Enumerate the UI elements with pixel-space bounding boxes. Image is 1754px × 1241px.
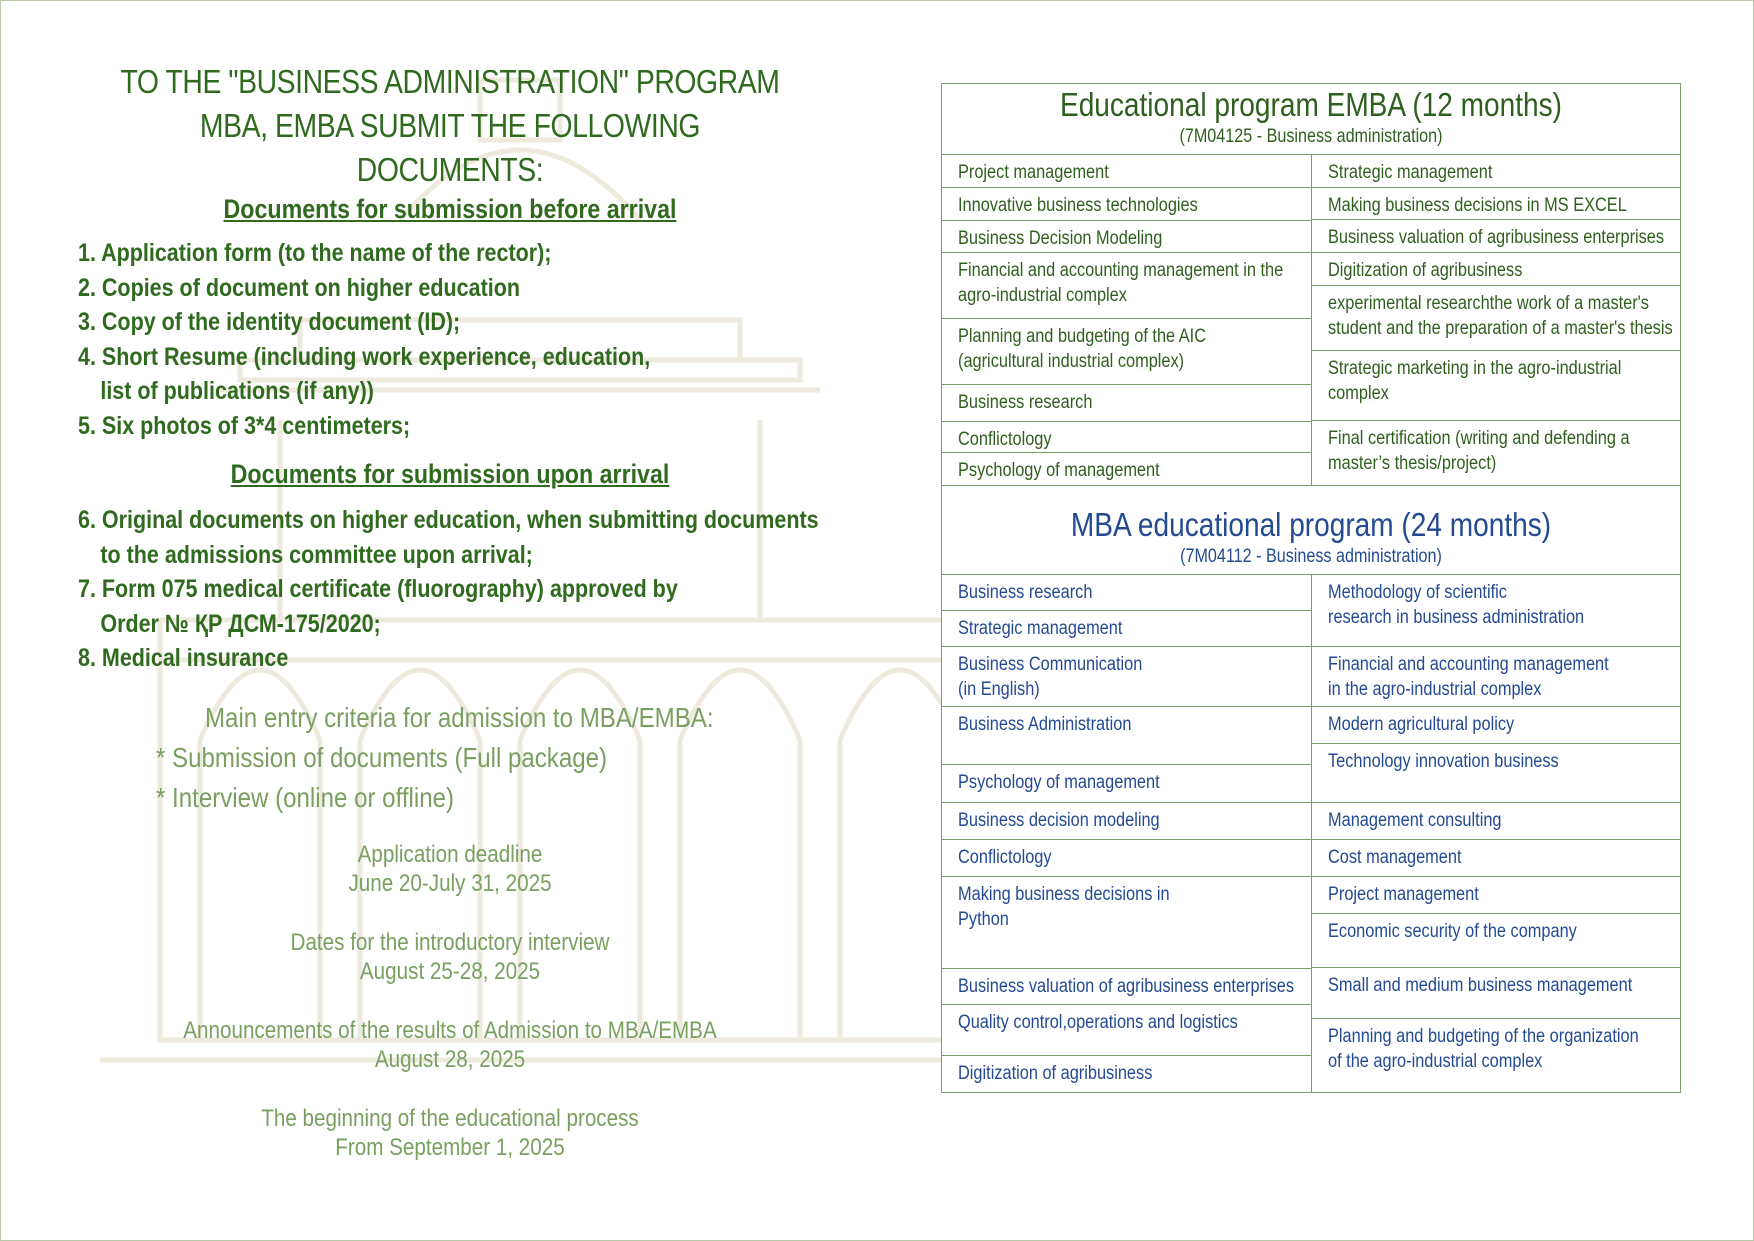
- course-name: Technology innovation business: [1328, 751, 1559, 772]
- list-item: 2. Copies of document on higher education: [78, 273, 520, 302]
- upon-arrival-list: [60, 503, 840, 676]
- deadline-value: June 20-July 31, 2025: [348, 869, 552, 897]
- course-cell: [1312, 575, 1681, 647]
- course-name: of the agro-industrial complex: [1328, 1051, 1543, 1072]
- mba-title: MBA educational program (24 months): [1070, 506, 1552, 543]
- course-cell: [1312, 707, 1681, 744]
- course-cell: [942, 385, 1311, 422]
- course-cell: [1312, 1019, 1681, 1092]
- start-label: The beginning of the educational process: [261, 1104, 639, 1132]
- before-arrival-title: Documents for submission before arrival: [223, 194, 677, 224]
- start-value: From September 1, 2025: [335, 1133, 565, 1161]
- course-cell: [942, 221, 1311, 253]
- course-name: Quality control,operations and logistics: [958, 1012, 1238, 1033]
- main-heading: [115, 60, 786, 192]
- course-name: experimental researchthe work of a master's: [1328, 293, 1649, 314]
- course-name: (in English): [958, 679, 1040, 700]
- course-cell: [1312, 914, 1681, 968]
- course-name: agro-industrial complex: [958, 285, 1127, 306]
- list-item: 3. Copy of the identity document (ID);: [78, 308, 461, 336]
- list-item: 1. Application form (to the name of the rector);: [78, 239, 552, 267]
- course-name: Project management: [958, 162, 1109, 183]
- course-cell: [942, 1005, 1311, 1056]
- course-name: complex: [1328, 383, 1389, 404]
- course-cell: [1312, 188, 1681, 220]
- course-name: Financial and accounting management: [1328, 654, 1609, 675]
- interview-value: August 25-28, 2025: [359, 957, 541, 985]
- list-item: [78, 538, 733, 573]
- course-name: Business Communication: [958, 654, 1143, 675]
- course-name: Digitization of agribusiness: [958, 1063, 1153, 1084]
- course-cell: [1312, 286, 1681, 351]
- course-name: Conflictology: [958, 429, 1052, 450]
- criteria-title: Main entry criteria for admission to MBA/EMBA:: [205, 701, 714, 733]
- course-name: Strategic management: [958, 618, 1123, 639]
- course-name: Business research: [958, 392, 1093, 413]
- list-item: 4. Short Resume (including work experience, education,: [78, 342, 651, 371]
- criteria-item: * Submission of documents (Full package): [156, 741, 608, 773]
- course-name: Financial and accounting management in the: [958, 260, 1284, 281]
- mba-header: [942, 485, 1680, 575]
- course-name: in the agro-industrial complex: [1328, 679, 1542, 700]
- course-name: Making business decisions in MS EXCEL: [1328, 195, 1627, 216]
- heading-line-1: TO THE "BUSINESS ADMINISTRATION" PROGRAM: [120, 63, 780, 100]
- course-name: master’s thesis/project): [1328, 453, 1497, 474]
- emba-code: (7M04125 - Business administration): [1179, 126, 1443, 147]
- course-name: student and the preparation of a master's thesis: [1328, 318, 1673, 339]
- course-name: Planning and budgeting of the AIC: [958, 326, 1207, 347]
- list-item: 5. Six photos of 3*4 centimeters;: [78, 411, 411, 440]
- interview-label: Dates for the introductory interview: [290, 928, 610, 956]
- list-item-continuation: to the admissions committee upon arrival;: [100, 540, 533, 569]
- course-name: Psychology of management: [958, 772, 1160, 793]
- emba-left-column: [942, 155, 1312, 485]
- list-item: 8. Medical insurance: [78, 644, 289, 672]
- course-cell: [942, 840, 1311, 877]
- course-name: Economic security of the company: [1328, 921, 1577, 942]
- course-name: Strategic management: [1328, 162, 1493, 183]
- course-cell: [1312, 968, 1681, 1019]
- course-name: Project management: [1328, 884, 1479, 905]
- course-name: Business decision modeling: [958, 810, 1160, 831]
- course-name: Methodology of scientific: [1328, 582, 1507, 603]
- results-label: Announcements of the results of Admission to MBA/EMBA: [183, 1016, 717, 1044]
- course-cell: [1312, 647, 1681, 707]
- course-name: Final certification (writing and defending a: [1328, 428, 1630, 449]
- course-cell: [942, 877, 1311, 969]
- mba-course-table: [942, 575, 1680, 1092]
- course-cell: [942, 575, 1311, 611]
- course-name: Digitization of agribusiness: [1328, 260, 1523, 281]
- list-item: [78, 374, 733, 409]
- course-cell: [942, 453, 1311, 485]
- list-item-continuation: list of publications (if any)): [100, 377, 374, 405]
- list-item: 6. Original documents on higher education, when submitting documents: [78, 506, 819, 534]
- course-cell: [1312, 220, 1681, 253]
- list-item: [78, 607, 733, 642]
- course-name: Psychology of management: [958, 460, 1160, 481]
- course-cell: [1312, 840, 1681, 877]
- results-value: August 28, 2025: [374, 1045, 526, 1073]
- course-cell: [942, 253, 1311, 319]
- course-cell: [942, 422, 1311, 453]
- course-name: Business Decision Modeling: [958, 228, 1163, 249]
- course-name: Cost management: [1328, 847, 1462, 868]
- course-cell: [1312, 421, 1681, 485]
- course-cell: [942, 707, 1311, 765]
- course-name: Business valuation of agribusiness enterprises: [958, 976, 1295, 997]
- course-name: Business valuation of agribusiness enterprises: [1328, 227, 1665, 248]
- emba-title: Educational program EMBA (12 months): [1059, 86, 1563, 123]
- course-cell: [1312, 351, 1681, 421]
- course-name: (agricultural industrial complex): [958, 351, 1185, 372]
- course-cell: [942, 647, 1311, 707]
- emba-course-table: [942, 155, 1680, 485]
- course-name: Conflictology: [958, 847, 1052, 868]
- mba-code: (7M04112 - Business administration): [1180, 546, 1442, 567]
- course-name: Business research: [958, 582, 1093, 603]
- course-name: Small and medium business management: [1328, 975, 1633, 996]
- criteria-item: * Interview (online or offline): [156, 781, 455, 813]
- course-name: research in business administration: [1328, 607, 1585, 628]
- list-item: 7. Form 075 medical certificate (fluorography) approved by: [78, 575, 678, 603]
- requirements-section: [60, 60, 840, 1162]
- before-arrival-list: [60, 236, 840, 443]
- list-item-continuation: Order № ҚР ДСМ-175/2020;: [100, 609, 381, 638]
- key-dates: [60, 840, 840, 1162]
- heading-line-2: MBA, EMBA SUBMIT THE FOLLOWING DOCUMENTS:: [199, 107, 701, 188]
- mba-right-column: [1312, 575, 1681, 1092]
- course-cell: [1312, 253, 1681, 286]
- course-cell: [942, 969, 1311, 1005]
- course-cell: [1312, 744, 1681, 803]
- course-cell: [942, 319, 1311, 385]
- course-name: Management consulting: [1328, 810, 1502, 831]
- course-name: Modern agricultural policy: [1328, 714, 1515, 735]
- course-cell: [942, 803, 1311, 840]
- upon-arrival-title: Documents for submission upon arrival: [230, 459, 670, 489]
- course-cell: [942, 188, 1311, 221]
- entry-criteria: [60, 698, 840, 818]
- programs-panel: [941, 83, 1681, 1093]
- emba-right-column: [1312, 155, 1681, 485]
- course-cell: [1312, 803, 1681, 840]
- course-cell: [942, 611, 1311, 647]
- course-name: Making business decisions in: [958, 884, 1170, 905]
- course-cell: [942, 155, 1311, 188]
- course-name: Strategic marketing in the agro-industrial: [1328, 358, 1622, 379]
- course-cell: [1312, 877, 1681, 914]
- course-name: Business Administration: [958, 714, 1132, 735]
- course-name: Python: [958, 909, 1009, 930]
- course-name: Innovative business technologies: [958, 195, 1198, 216]
- deadline-label: Application deadline: [357, 840, 543, 868]
- mba-left-column: [942, 575, 1312, 1092]
- course-name: Planning and budgeting of the organization: [1328, 1026, 1639, 1047]
- course-cell: [942, 765, 1311, 803]
- course-cell: [942, 1056, 1311, 1092]
- course-cell: [1312, 155, 1681, 188]
- emba-header: [942, 84, 1680, 155]
